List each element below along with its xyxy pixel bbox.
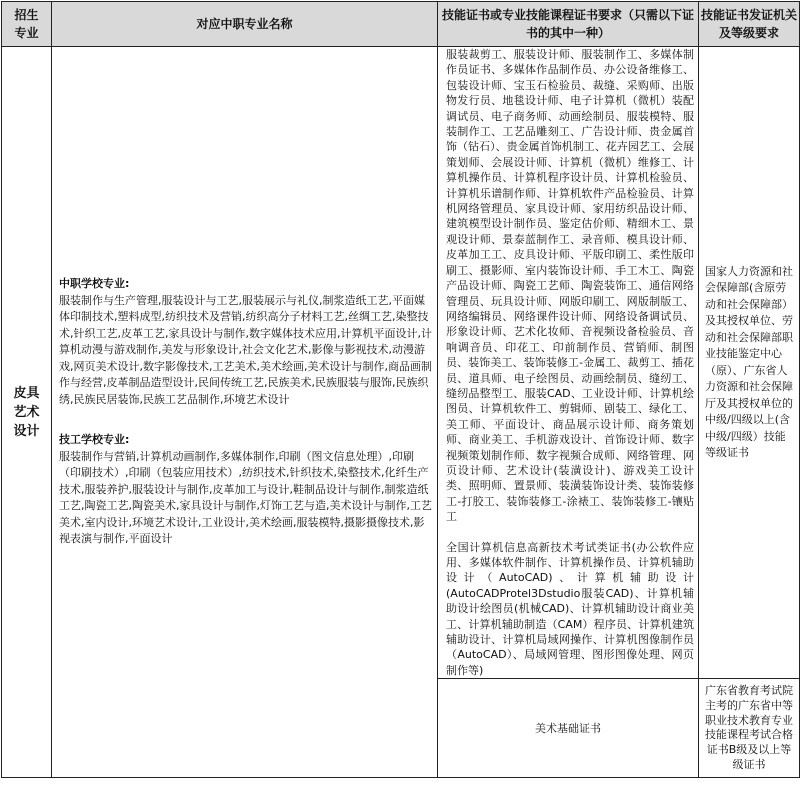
certificate-table bbox=[1, 1, 800, 778]
header-major-names: 对应中职专业名称 bbox=[52, 2, 438, 47]
certificate-list-cell bbox=[438, 47, 699, 679]
art-authority-cell: 广东省教育考试院主考的广东省中等职业技术教育专业技能课程考试合格证书B级及以上等级证书 bbox=[699, 679, 800, 778]
computer-certificate-list: 全国计算机信息高新技术考试类证书(办公软件应用、多媒体软件制作、计算机操作员、计算机辅助设计（AutoCAD)、计算机辅助设计(AutoCADProtel3Dstudio服装CAD)、计算机辅助设计绘图员(机械CAD)、计算机辅助设计商业美工、计算机辅助制造（CAM）程序员、计算机建筑辅助设计、计算机局域网操作、计算机图像制作员（AutoCAD）、局域网管理、图形图像处理、网页制作等) bbox=[446, 540, 694, 677]
header-row bbox=[2, 2, 800, 47]
header-certificate-requirements: 技能证书或专业技能课程证书要求（只需以下证书的其中一种） bbox=[438, 2, 699, 47]
major-names-cell bbox=[52, 47, 438, 778]
secondary-school-title: 中职学校专业: bbox=[59, 277, 130, 291]
table-row bbox=[2, 47, 800, 679]
enroll-major-cell: 皮具 艺术 设计 bbox=[2, 47, 52, 778]
technical-school-title: 技工学校专业: bbox=[59, 433, 130, 447]
header-issuing-authority: 技能证书发证机关及等级要求 bbox=[699, 2, 800, 47]
secondary-school-majors: 服装制作与生产管理,服装设计与工艺,服装展示与礼仪,制浆造纸工艺,平面媒体印制技术,塑料成型,纺织技术及营销,纺织高分子材料工艺,丝绸工艺,染整技术,针织工艺,皮革工艺,家具设计与制作,数字媒体技术应用,计算机平面设计,计算机动漫与游戏制作,美发与形象设计,社会文化艺术,影像与影视技术,动漫游戏,网页美术设计,数字影像技术,工艺美术,美术绘画,美术设计与制作,商品画制作与经营,皮革制品造型设计,民间传统工艺,民族美术,民族服装与服饰,民族织绣,民族民居装饰,民族工艺品制作,环境艺术设计 bbox=[59, 293, 432, 406]
issuing-authority-cell: 国家人力资源和社会保障部(含原劳动和社会保障部）及其授权单位、劳动和社会保障部职业技能鉴定中心（原）、广东省人力资源和社会保障厅及其授权单位的中级/四级以上(含中级/四级）技能等级证书 bbox=[699, 47, 800, 679]
header-enroll-major: 招生 专业 bbox=[2, 2, 52, 47]
technical-school-majors: 服装制作与营销,计算机动画制作,多媒体制作,印刷（图文信息处理）,印刷（印刷技术）,印刷（包装应用技术）,纺织技术,针织技术,染整技术,化纤生产技术,服装养护,服装设计与制作,皮革加工与设计,鞋制品设计与制作,制浆造纸工艺,陶瓷工艺,陶瓷美术,家具设计与制作,灯饰工艺与造,美术设计与制作,工艺美术,室内设计,环境艺术设计,工业设计,美术绘画,服装模特,摄影摄像技术,影视表演与制作,平面设计 bbox=[59, 449, 432, 546]
vocational-certificate-list: 服装裁剪工、服装设计师、服装制作工、多媒体制作员证书、多媒体作品制作员、办公设备维修工、包装设计师、宝玉石检验员、裁缝、采购师、出版物发行员、地毯设计师、电子计算机（微机）装配调试员、电子商务师、动画绘制员、服装模特、服装制作工、工艺品雕刻工、广告设计师、贵金属首饰（钻石）、贵金属首饰机制工、花卉园艺工、会展策划师、会展设计师、计算机（微机）维修工、计算机操作员、计算机程序设计员、计算机检验员、计算机乐谱制作师、计算机软件产品检验员、计算机网络管理员、家具设计师、家用纺织品设计师、建筑模型设计制作员、鉴定估价师、精细木工、景观设计师、景泰蓝制作工、录音师、模具设计师、皮革加工工、皮具设计师、平版印刷工、柔性版印刷工、摄影师、室内装饰设计师、手工木工、陶瓷产品设计师、陶瓷工艺师、陶瓷装饰工、通信网络管理员、玩具设计师、网版印刷工、网版制版工、网络编辑员、网络课件设计师、网络设备调试员、形象设计师、艺术化妆师、音视频设备检验员、音响调音员、印花工、印前制作员、营销师、制图员、装饰美工、装饰装修工-金属工、裁剪工、插花员、道具师、电子绘图员、动画绘制员、缝纫工、缝纫品整型工、服装CAD、工业设计师、计算机绘图员、计算机软件工、剪辑师、剧装工、绿化工、美工师、平面设计、商品展示设计师、商务策划师、商业美工、手机游戏设计、首饰设计师、数字视频策划制作师、数字视频合成师、网络管理、网页设计师、艺术设计(装潢设计)、游戏美工设计类、照明师、置景师、装潢装饰设计类、装饰装修工-打胶工、装饰装修工-涂裱工、装饰装修工-镶贴工 bbox=[446, 48, 694, 524]
art-certificate-cell: 美术基础证书 bbox=[438, 679, 699, 778]
